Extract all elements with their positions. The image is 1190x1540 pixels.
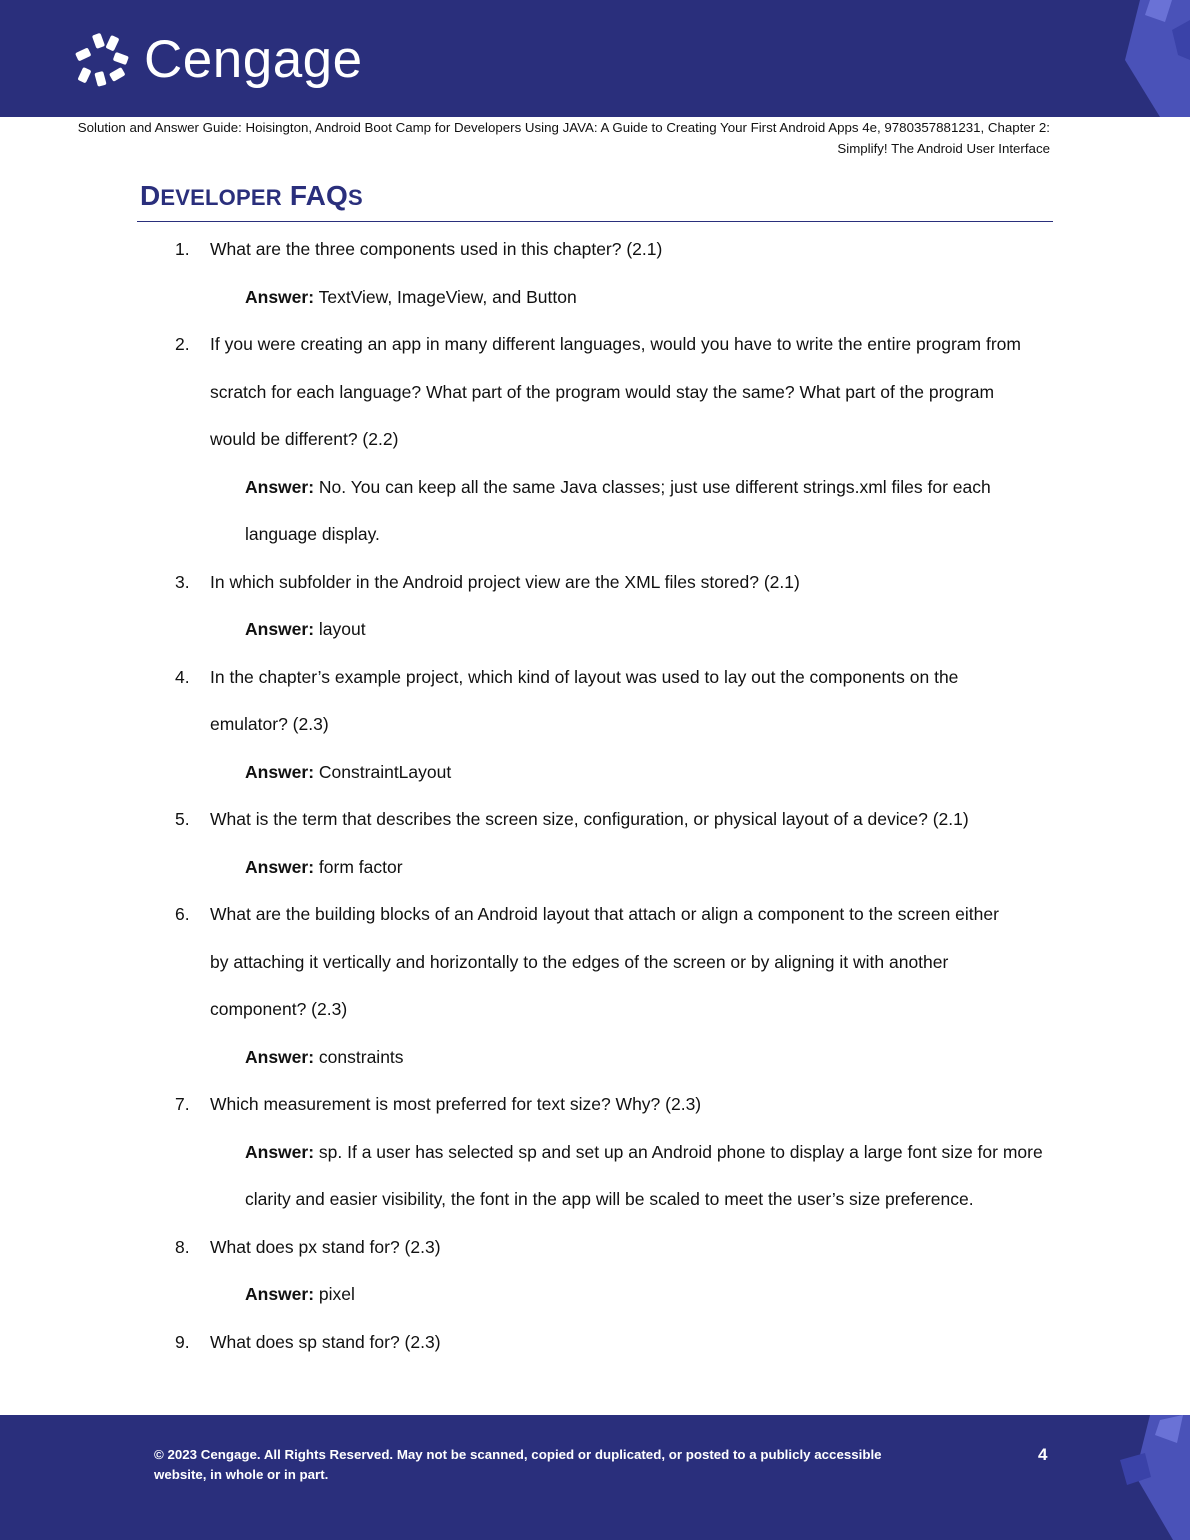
subheader-line-2: Simplify! The Android User Interface <box>837 141 1050 156</box>
cengage-logo-icon <box>72 30 132 90</box>
section-rule <box>137 221 1053 222</box>
faq-list <box>0 226 1190 1366</box>
section-title: DEVELOPER FAQS <box>140 180 363 211</box>
corner-decoration-icon <box>1110 0 1190 117</box>
footer-band <box>0 1415 1190 1540</box>
faq-answer: Answer: constraints <box>245 1046 404 1067</box>
faq-question: 6. What are the building blocks of an Android layout that attach or align a component to the screen either by attaching it vertically and horizontally to the edges of the screen or by aligning it with another component? (2.3) <box>175 904 999 1019</box>
brand-name: Cengage <box>144 30 363 89</box>
faq-question: 8. What does px stand for? (2.3) <box>175 1236 441 1257</box>
faq-question: 2. If you were creating an app in many different languages, would you have to write the entire program from scratch for each language? What part of the program would stay the same? What part of the program would be different? (2.2) <box>175 334 1021 449</box>
cengage-logo <box>72 30 363 90</box>
faq-question: 5. What is the term that describes the screen size, configuration, or physical layout of a device? (2.1) <box>175 809 969 829</box>
faq-answer: Answer: ConstraintLayout <box>245 761 452 782</box>
faq-question: 9. What does sp stand for? (2.3) <box>175 1331 441 1352</box>
faq-answer: Answer: sp. If a user has selected sp and set up an Android phone to display a large font size for more clarity and easier visibility, the font in the app will be scaled to meet the user’s size preference. <box>245 1141 1043 1209</box>
footer-corner-decoration-icon <box>1115 1415 1190 1540</box>
document-subheader <box>0 117 1050 159</box>
faq-answer: Answer: layout <box>245 619 366 639</box>
subheader-line-1: Solution and Answer Guide: Hoisington, Android Boot Camp for Developers Using JAVA: A Guide to Creating Your First Android Apps 4e, 9780357881231, Chapter 2: <box>77 120 1050 135</box>
faq-answer: Answer: pixel <box>245 1284 355 1304</box>
faq-question: 7. Which measurement is most preferred for text size? Why? (2.3) <box>175 1094 702 1114</box>
header-band <box>0 0 1190 117</box>
faq-question: 1. What are the three components used in this chapter? (2.1) <box>175 239 663 259</box>
faq-question: 3. In which subfolder in the Android project view are the XML files stored? (2.1) <box>175 571 800 592</box>
faq-answer: Answer: form factor <box>245 856 403 877</box>
page-number: 4 <box>1038 1445 1048 1464</box>
copyright-notice: © 2023 Cengage. All Rights Reserved. May not be scanned, copied or duplicated, or posted to a publicly accessible website, in whole or in part. <box>154 1447 882 1482</box>
faq-answer: Answer: No. You can keep all the same Java classes; just use different strings.xml files for each language display. <box>245 476 991 544</box>
faq-question: 4. In the chapter’s example project, which kind of layout was used to lay out the components on the emulator? (2.3) <box>175 666 959 734</box>
faq-answer: Answer: TextView, ImageView, and Button <box>245 286 577 307</box>
